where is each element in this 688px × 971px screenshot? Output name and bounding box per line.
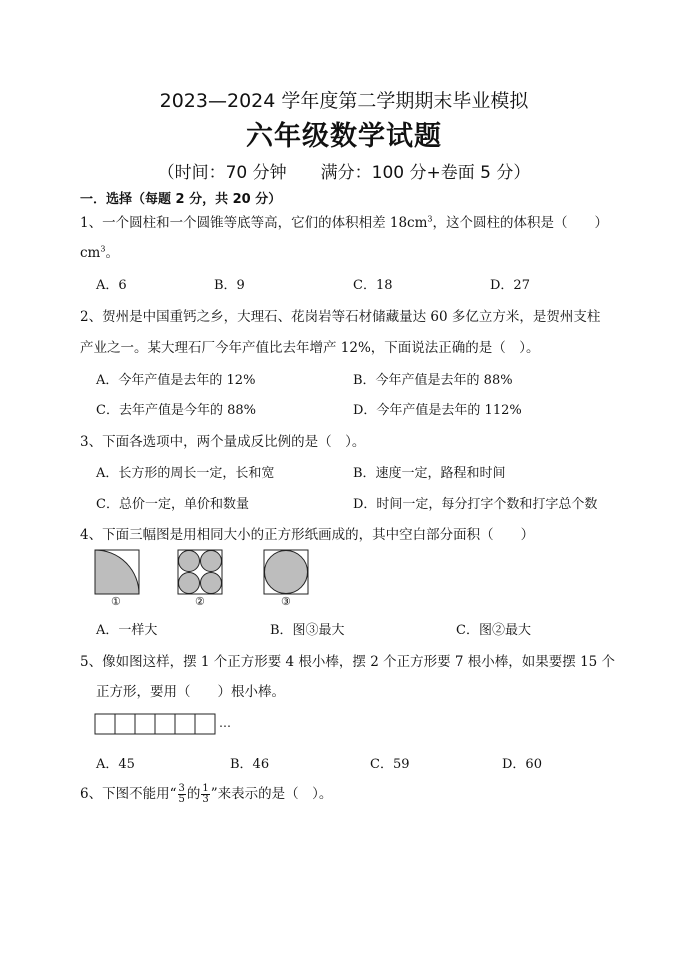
square-figures xyxy=(90,547,360,611)
exam-subtitle: 2023—2024 学年度第二学期期末毕业模拟 xyxy=(159,90,529,112)
figure-label-2: ② xyxy=(195,595,205,608)
option-b[interactable]: B．今年产值是去年的 88% xyxy=(353,373,513,388)
question-4-line1: 4、下面三幅图是用相同大小的正方形纸画成的，其中空白部分面积（ ） xyxy=(80,527,535,543)
option-c[interactable]: C．图②最大 xyxy=(456,623,531,638)
figure-label-3: ③ xyxy=(281,595,291,608)
option-d[interactable]: D．27 xyxy=(490,278,530,293)
matchstick-ellipsis: … xyxy=(219,716,231,730)
option-c[interactable]: C．去年产值是今年的 88% xyxy=(96,403,256,418)
q1-text-a: 1、一个圆柱和一个圆锥等底等高，它们的体积相差 18cm xyxy=(80,215,428,231)
q6-prefix: 6、下图不能用“ xyxy=(80,786,177,802)
option-c[interactable]: C．59 xyxy=(370,757,410,772)
question-3-line1: 3、下面各选项中，两个量成反比例的是（ ）。 xyxy=(80,434,366,450)
option-d[interactable]: D．时间一定，每分打字个数和打字总个数 xyxy=(353,497,598,512)
section-heading: 一．选择（每题 2 分，共 20 分） xyxy=(80,192,282,207)
option-c[interactable]: C．18 xyxy=(353,278,393,293)
q1-sup-b: 3 xyxy=(100,244,106,254)
exam-title: 六年级数学试题 xyxy=(246,121,442,152)
fraction-one-third: $\frac{1}{3}$ xyxy=(202,783,209,805)
question-5-line2: 正方形，要用（ ）根小棒。 xyxy=(96,684,285,700)
exam-info: （时间：70 分钟 满分：100 分+卷面 5 分） xyxy=(157,163,531,183)
fraction-three-fifths: $\frac{3}{5}$ xyxy=(178,783,185,805)
question-5-line1: 5、像如图这样，摆 1 个正方形要 4 根小棒，摆 2 个正方形要 7 根小棒，如果要摆 15 个 xyxy=(80,654,616,670)
figure-3-circle xyxy=(264,550,308,594)
option-a[interactable]: A．今年产值是去年的 12% xyxy=(96,373,256,388)
q6-suffix: ”来表示的是（ ）。 xyxy=(210,786,333,802)
matchstick-squares xyxy=(94,712,218,736)
option-a[interactable]: A．长方形的周长一定，长和宽 xyxy=(96,466,275,481)
question-2-line2: 产业之一。某大理石厂今年产值比去年增产 12%，下面说法正确的是（ ）。 xyxy=(80,340,540,356)
q1-end: 。 xyxy=(105,245,119,261)
q1-text-b: ，这个圆柱的体积是（ ） xyxy=(432,215,609,231)
option-d[interactable]: D．今年产值是去年的 112% xyxy=(353,403,522,418)
option-b[interactable]: B．46 xyxy=(230,757,270,772)
figure-2-four-circles xyxy=(178,550,222,594)
option-b[interactable]: B．速度一定，路程和时间 xyxy=(353,466,506,481)
figure-label-1: ① xyxy=(111,595,121,608)
option-b[interactable]: B．图③最大 xyxy=(270,623,345,638)
option-a[interactable]: A．6 xyxy=(96,278,127,293)
q6-mid: 的 xyxy=(186,786,201,802)
question-6 xyxy=(80,782,332,805)
question-1-line1 xyxy=(80,211,608,231)
option-a[interactable]: A．一样大 xyxy=(96,623,158,638)
figure-1-quarter-circle xyxy=(95,550,139,594)
option-a[interactable]: A．45 xyxy=(96,757,135,772)
q1-sup-a: 3 xyxy=(427,214,433,224)
option-b[interactable]: B．9 xyxy=(214,278,245,293)
option-c[interactable]: C．总价一定，单价和数量 xyxy=(96,497,249,512)
question-1-line2 xyxy=(80,241,119,261)
question-2-line1: 2、贺州是中国重钙之乡，大理石、花岗岩等石材储藏量达 60 多亿立方米，是贺州支柱 xyxy=(80,309,601,325)
option-d[interactable]: D．60 xyxy=(502,757,542,772)
q1-unit: cm xyxy=(80,245,101,261)
